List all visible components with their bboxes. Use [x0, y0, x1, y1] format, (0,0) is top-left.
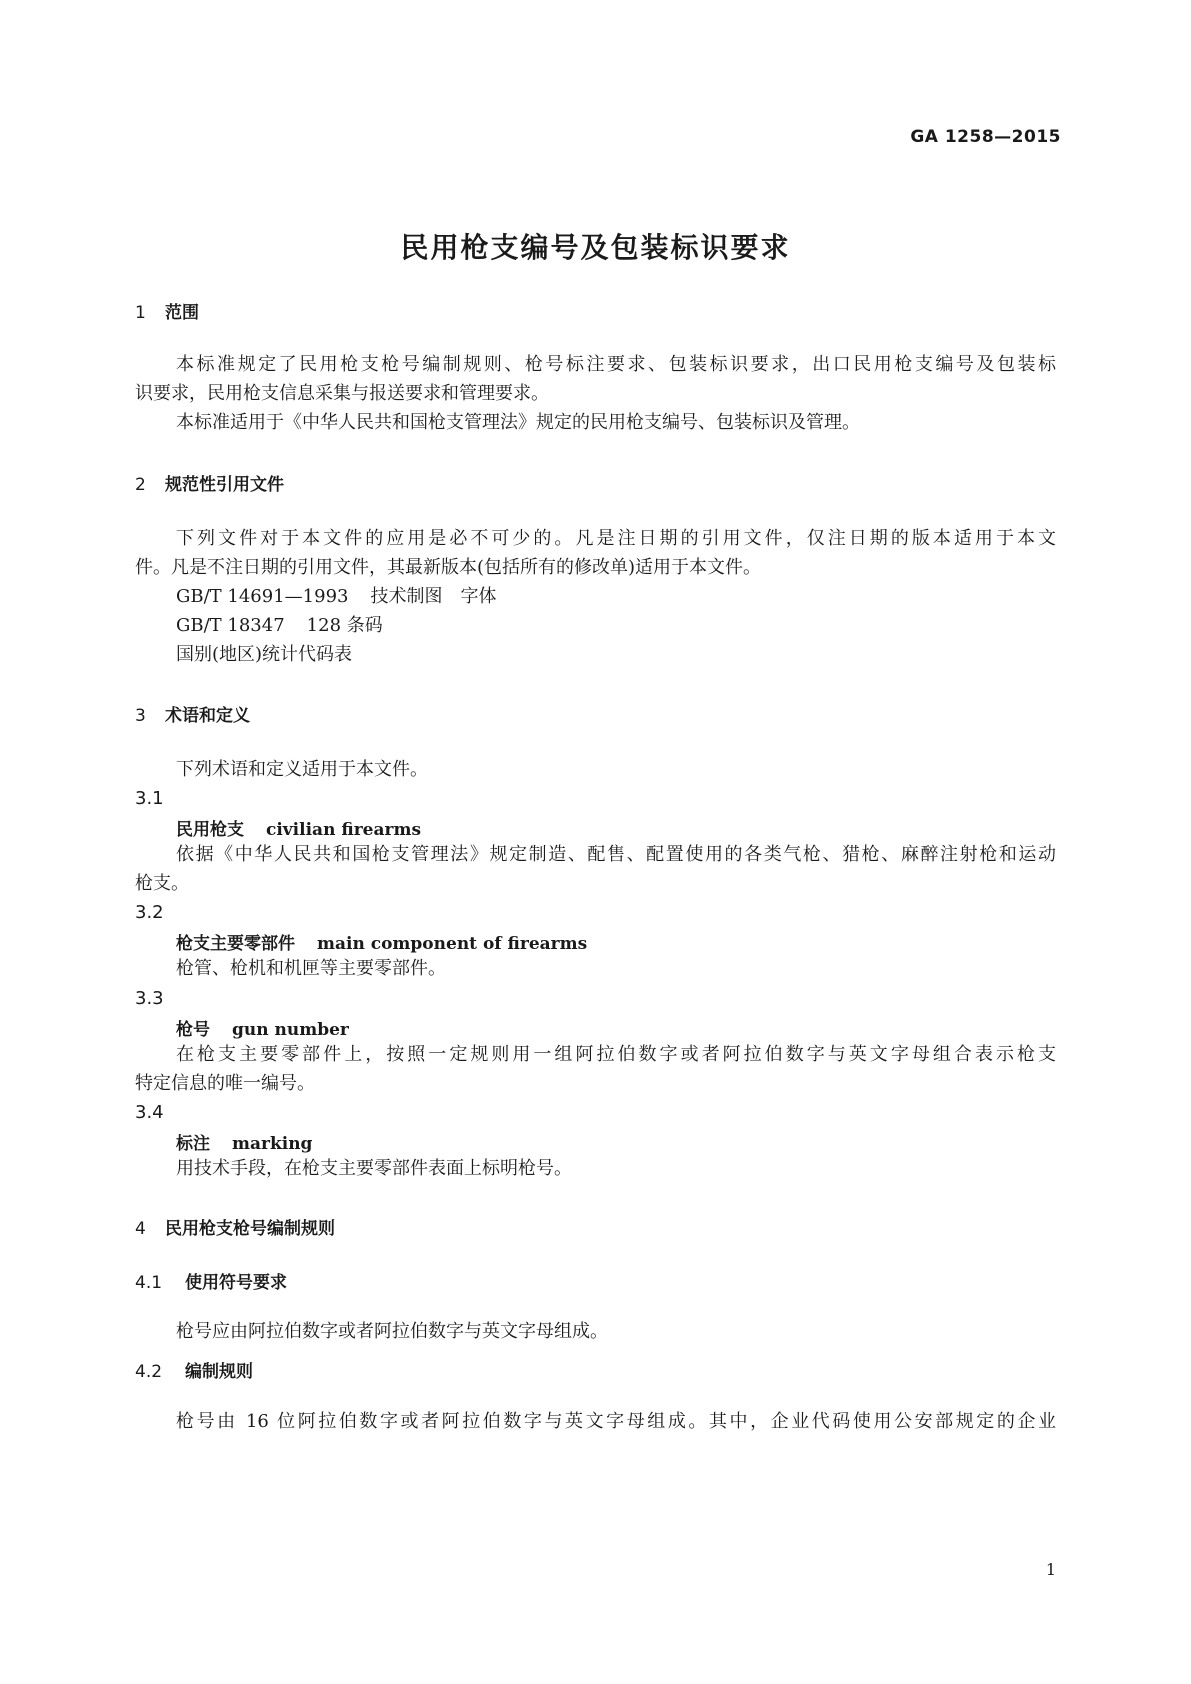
- section-3-heading: 3 术语和定义: [135, 706, 250, 726]
- section-4-2-heading: 4.2 编制规则: [135, 1362, 253, 1382]
- term-3-1: 民用枪支 civilian firearms: [176, 820, 422, 840]
- term-3-2: 枪支主要零部件 main component of firearms: [176, 934, 588, 954]
- section-4-heading: 4 民用枪支枪号编制规则: [135, 1219, 335, 1239]
- section-2-paragraph-line-1: 下列文件对于本文件的应用是必不可少的。凡是注日期的引用文件，仅注日期的版本适用于本文: [176, 528, 1056, 549]
- normative-reference-2: GB/T 18347 128 条码: [176, 615, 383, 636]
- page-number: 1: [1045, 1560, 1056, 1579]
- section-1-paragraph-2: 本标准适用于《中华人民共和国枪支管理法》规定的民用枪支编号、包装标识及管理。: [176, 412, 860, 433]
- term-3-4: 标注 marking: [176, 1134, 313, 1154]
- term-3-4-number: 3.4: [135, 1102, 164, 1123]
- term-3-2-definition: 枪管、枪机和机匣等主要零部件。: [176, 958, 446, 979]
- term-3-3-number: 3.3: [135, 988, 164, 1009]
- term-3-3-definition-line-1: 在枪支主要零部件上，按照一定规则用一组阿拉伯数字或者阿拉伯数字与英文字母组合表示枪支: [176, 1044, 1056, 1065]
- term-3-3: 枪号 gun number: [176, 1020, 349, 1040]
- term-3-1-number: 3.1: [135, 788, 164, 809]
- section-1-paragraph-1-line-1: 本标准规定了民用枪支枪号编制规则、枪号标注要求、包装标识要求，出口民用枪支编号及包装标: [176, 354, 1056, 375]
- section-2-heading: 2 规范性引用文件: [135, 475, 284, 495]
- section-2-paragraph-line-2: 件。凡是不注日期的引用文件，其最新版本(包括所有的修改单)适用于本文件。: [135, 557, 762, 578]
- document-number: GA 1258—2015: [910, 127, 1061, 147]
- term-3-1-definition-line-1: 依据《中华人民共和国枪支管理法》规定制造、配售、配置使用的各类气枪、猎枪、麻醉注射枪和运动: [176, 844, 1056, 865]
- section-4-2-text: 枪号由 16 位阿拉伯数字或者阿拉伯数字与英文字母组成。其中，企业代码使用公安部规定的企业: [176, 1411, 1056, 1432]
- section-1-heading: 1 范围: [135, 303, 199, 323]
- document-title: 民用枪支编号及包装标识要求: [400, 231, 791, 264]
- term-3-4-definition: 用技术手段，在枪支主要零部件表面上标明枪号。: [176, 1158, 572, 1179]
- term-3-2-number: 3.2: [135, 902, 164, 923]
- section-4-1-heading: 4.1 使用符号要求: [135, 1273, 287, 1293]
- section-1-paragraph-1-line-2: 识要求，民用枪支信息采集与报送要求和管理要求。: [135, 383, 549, 404]
- normative-reference-1: GB/T 14691—1993 技术制图 字体: [176, 586, 497, 607]
- normative-reference-3: 国别(地区)统计代码表: [176, 644, 353, 665]
- term-3-3-definition-line-2: 特定信息的唯一编号。: [135, 1073, 315, 1094]
- section-4-1-text: 枪号应由阿拉伯数字或者阿拉伯数字与英文字母组成。: [176, 1321, 608, 1342]
- section-3-intro: 下列术语和定义适用于本文件。: [176, 759, 428, 780]
- term-3-1-definition-line-2: 枪支。: [135, 873, 189, 894]
